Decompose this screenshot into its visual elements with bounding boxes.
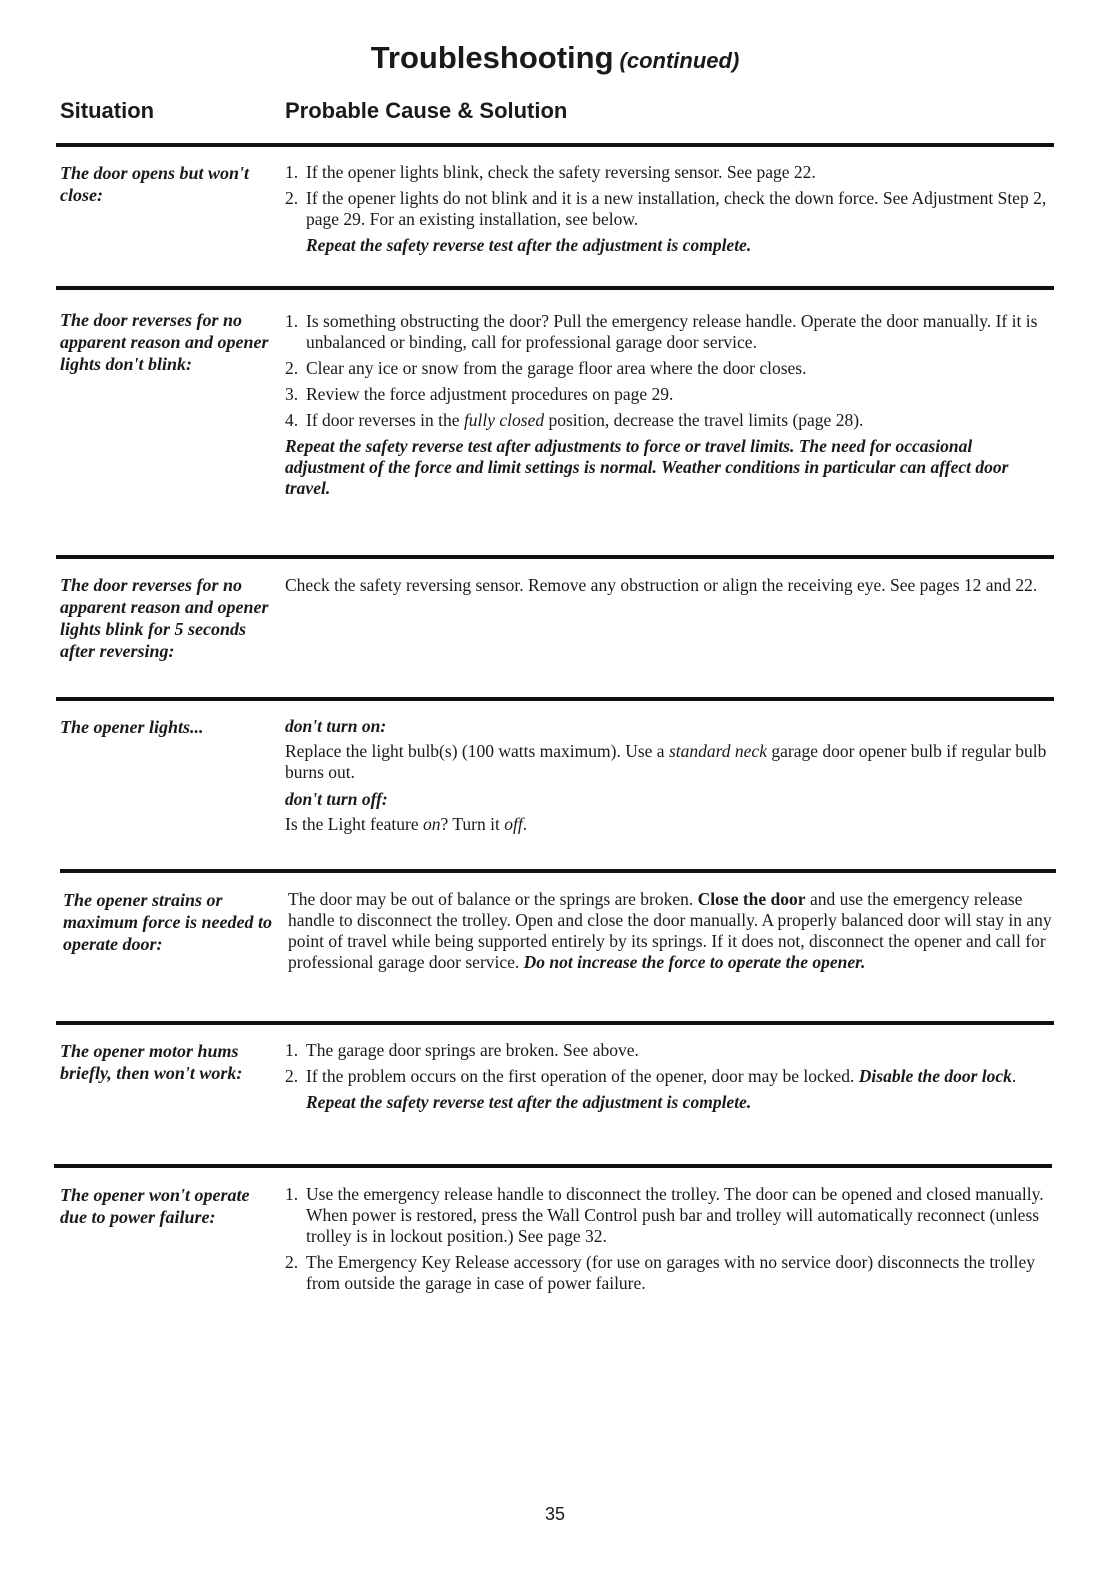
solution-block bbox=[285, 1040, 1050, 1117]
solution-block bbox=[288, 889, 1053, 979]
solution-block bbox=[285, 311, 1050, 503]
solution-text: The door may be out of balance or the springs are broken. Close the door and use the emergency release handle to disconnect the trolley. Open and close the door manually. A properly balanced door will stay in any point of travel while being supported entirely by its springs. If it does not, disconnect the opener and call for professional garage door service. Do not increase the force to operate the opener. bbox=[288, 889, 1052, 972]
list-item: 1. If the opener lights blink, check the safety reversing sensor. See page 22. bbox=[285, 162, 816, 182]
solution-block bbox=[285, 162, 1050, 260]
list-item: 2. The Emergency Key Release accessory (for use on garages with no service door) disconnects the trolley from outside the garage in case of power failure. bbox=[285, 1252, 1036, 1293]
row-divider bbox=[56, 697, 1054, 701]
solution-text: Check the safety reversing sensor. Remove any obstruction or align the receiving eye. See pages 12 and 22. bbox=[285, 575, 1038, 595]
situation-label: The door reverses for no apparent reason and opener lights blink for 5 seconds after reversing: bbox=[60, 575, 269, 661]
situation-label: The door reverses for no apparent reason and opener lights don't blink: bbox=[60, 310, 269, 374]
row-divider bbox=[56, 1021, 1054, 1025]
solution-text: Replace the light bulb(s) (100 watts maximum). Use a standard neck garage door opener bulb if regular bulb burns out. bbox=[285, 741, 1047, 782]
list-item: 4. If door reverses in the fully closed position, decrease the travel limits (page 28). bbox=[285, 410, 864, 430]
row-divider bbox=[56, 143, 1054, 147]
safety-note: Repeat the safety reverse test after adjustments to force or travel limits. The need for occasional adjustment of the force and limit settings is normal. Weather conditions in particular can affect door travel. bbox=[285, 436, 1009, 498]
solution-block bbox=[285, 575, 1050, 602]
safety-note: Repeat the safety reverse test after the adjustment is complete. bbox=[306, 1092, 752, 1112]
situation-label: The opener won't operate due to power failure: bbox=[60, 1185, 250, 1227]
solution-block bbox=[285, 1184, 1050, 1299]
row-divider bbox=[60, 869, 1056, 873]
sub-heading: don't turn off: bbox=[285, 789, 388, 809]
title-suffix: (continued) bbox=[619, 48, 740, 73]
page-number: 35 bbox=[544, 1504, 566, 1524]
list-item: 1. The garage door springs are broken. See above. bbox=[285, 1040, 639, 1060]
column-header-cause: Probable Cause & Solution bbox=[285, 98, 568, 123]
page-title bbox=[0, 40, 1110, 76]
situation-label: The door opens but won't close: bbox=[60, 163, 250, 205]
row-divider bbox=[56, 555, 1054, 559]
safety-note: Repeat the safety reverse test after the adjustment is complete. bbox=[306, 235, 752, 255]
list-item: 2. If the problem occurs on the first operation of the opener, door may be locked. Disable the door lock. bbox=[285, 1066, 1017, 1086]
row-divider bbox=[56, 286, 1054, 290]
solution-block bbox=[285, 716, 1050, 841]
list-item: 1. Is something obstructing the door? Pull the emergency release handle. Operate the door manually. If it is unbalanced or binding, call for professional garage door service. bbox=[285, 311, 1038, 352]
situation-label: The opener strains or maximum force is needed to operate door: bbox=[63, 890, 272, 954]
solution-text: Is the Light feature on? Turn it off. bbox=[285, 814, 528, 834]
situation-label: The opener lights... bbox=[60, 717, 204, 737]
list-item: 2. If the opener lights do not blink and it is a new installation, check the down force. See Adjustment Step 2, page 29. For an existing installation, see below. bbox=[285, 188, 1047, 229]
sub-heading: don't turn on: bbox=[285, 716, 387, 736]
list-item: 3. Review the force adjustment procedures on page 29. bbox=[285, 384, 674, 404]
column-header-situation: Situation bbox=[60, 98, 155, 123]
row-divider bbox=[54, 1164, 1052, 1168]
title-text: Troubleshooting bbox=[370, 40, 614, 75]
list-item: 1. Use the emergency release handle to disconnect the trolley. The door can be opened and closed manually. When power is restored, press the Wall Control push bar and trolley will automatically reconnect (unless trolley is in lockout position.) See page 32. bbox=[285, 1184, 1044, 1246]
situation-label: The opener motor hums briefly, then won't work: bbox=[60, 1041, 243, 1083]
list-item: 2. Clear any ice or snow from the garage floor area where the door closes. bbox=[285, 358, 807, 378]
